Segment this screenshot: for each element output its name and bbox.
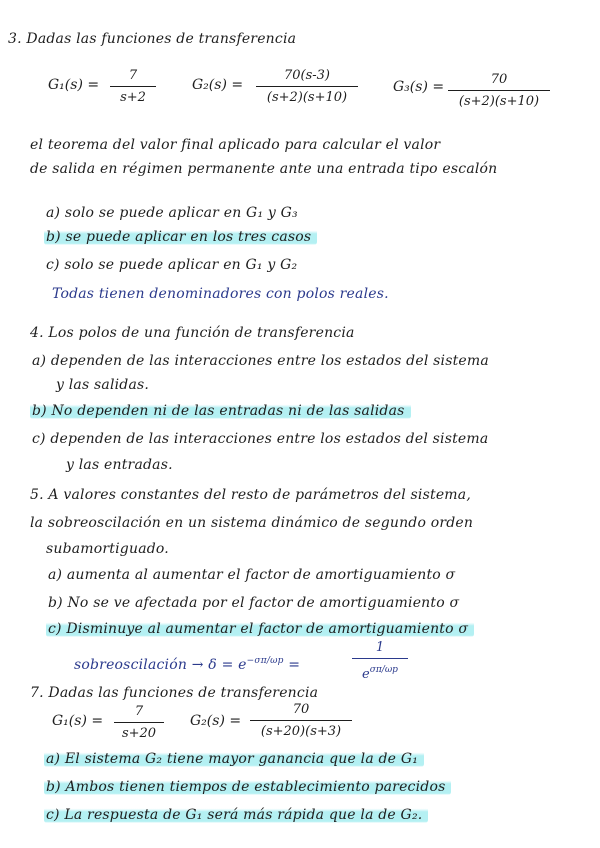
formula-prefix: sobreoscilación → δ = e <box>74 657 247 673</box>
q3-g1-num: 7 <box>128 68 138 83</box>
q7-g2-den: (s+20)(s+3) <box>260 724 342 739</box>
q3-statement-line2: de salida en régimen permanente ante una entrada tipo escalón <box>30 161 498 177</box>
formula-num: 1 <box>375 640 385 655</box>
q5-option-b: b) No se ve afectada por el factor de amortiguamiento σ <box>48 595 460 611</box>
q4-option-c-line2: y las entradas. <box>66 457 173 473</box>
fraction-bar <box>448 90 550 91</box>
q5-formula-fraction <box>352 640 408 683</box>
q5-option-c-highlighted: c) Disminuye al aumentar el factor de amortiguamiento σ <box>46 621 474 637</box>
q5-header-line2: la sobreoscilación en un sistema dinámico de segundo orden <box>30 515 474 531</box>
q7-g2-fraction <box>250 702 352 740</box>
q4-option-a-line1: a) dependen de las interacciones entre los estados del sistema <box>32 353 489 369</box>
q7-g1-fraction <box>114 704 164 742</box>
q3-g3-fraction <box>448 72 550 110</box>
q3-g2-label: G₂(s) = <box>192 77 244 93</box>
q7-option-a-highlighted: a) El sistema G₂ tiene mayor ganancia que la de G₁ <box>44 751 424 767</box>
formula-equals: = <box>288 657 301 673</box>
q3-option-b-highlighted: b) se puede aplicar en los tres casos <box>44 229 317 245</box>
q4-option-b-highlighted: b) No dependen ni de las entradas ni de las salidas <box>30 403 411 419</box>
q4-option-c-line1: c) dependen de las interacciones entre los estados del sistema <box>32 431 489 447</box>
fraction-bar <box>352 658 408 659</box>
q3-option-c: c) solo se puede aplicar en G₁ y G₂ <box>46 257 298 273</box>
q3-header: 3. Dadas las funciones de transferencia <box>8 31 297 47</box>
q7-g2-label: G₂(s) = <box>190 713 242 729</box>
q7-g2-num: 70 <box>292 702 310 717</box>
q7-option-c-highlighted: c) La respuesta de G₁ será más rápida que la de G₂. <box>44 807 428 823</box>
q3-g1-label: G₁(s) = <box>48 77 100 93</box>
q3-g1-den: s+2 <box>120 90 146 105</box>
q3-g3-label: G₃(s) = <box>393 79 445 95</box>
formula-den-exponent: σπ/ωp <box>369 665 398 675</box>
q7-header: 7. Dadas las funciones de transferencia <box>30 685 319 701</box>
fraction-bar <box>114 722 164 723</box>
q7-option-b-highlighted: b) Ambos tienen tiempos de establecimiento parecidos <box>44 779 451 795</box>
q5-header-line1: 5. A valores constantes del resto de parámetros del sistema, <box>30 487 471 503</box>
q4-option-a-line2: y las salidas. <box>56 377 150 393</box>
q3-g2-den: (s+2)(s+10) <box>266 90 348 105</box>
q3-g2-fraction <box>256 68 358 106</box>
q3-g1-fraction <box>110 68 156 106</box>
fraction-bar <box>250 720 352 721</box>
q3-g2-num: 70(s-3) <box>283 68 331 83</box>
q7-g1-den: s+20 <box>121 726 157 741</box>
formula-exponent: −σπ/ωp <box>246 656 284 666</box>
q4-header: 4. Los polos de una función de transferencia <box>30 325 355 341</box>
fraction-bar <box>256 86 358 87</box>
q3-statement-line1: el teorema del valor final aplicado para calcular el valor <box>30 137 441 153</box>
q3-note: Todas tienen denominadores con polos reales. <box>52 286 389 302</box>
q7-g1-num: 7 <box>134 704 144 719</box>
q3-g3-num: 70 <box>490 72 508 87</box>
q5-option-a: a) aumenta al aumentar el factor de amortiguamiento σ <box>48 567 456 583</box>
fraction-bar <box>110 86 156 87</box>
q5-header-line3: subamortiguado. <box>46 541 169 557</box>
q7-g1-label: G₁(s) = <box>52 713 104 729</box>
q3-g3-den: (s+2)(s+10) <box>458 94 540 109</box>
q5-formula <box>74 652 300 674</box>
formula-den: e <box>362 667 370 682</box>
q3-option-a: a) solo se puede aplicar en G₁ y G₃ <box>46 205 298 221</box>
